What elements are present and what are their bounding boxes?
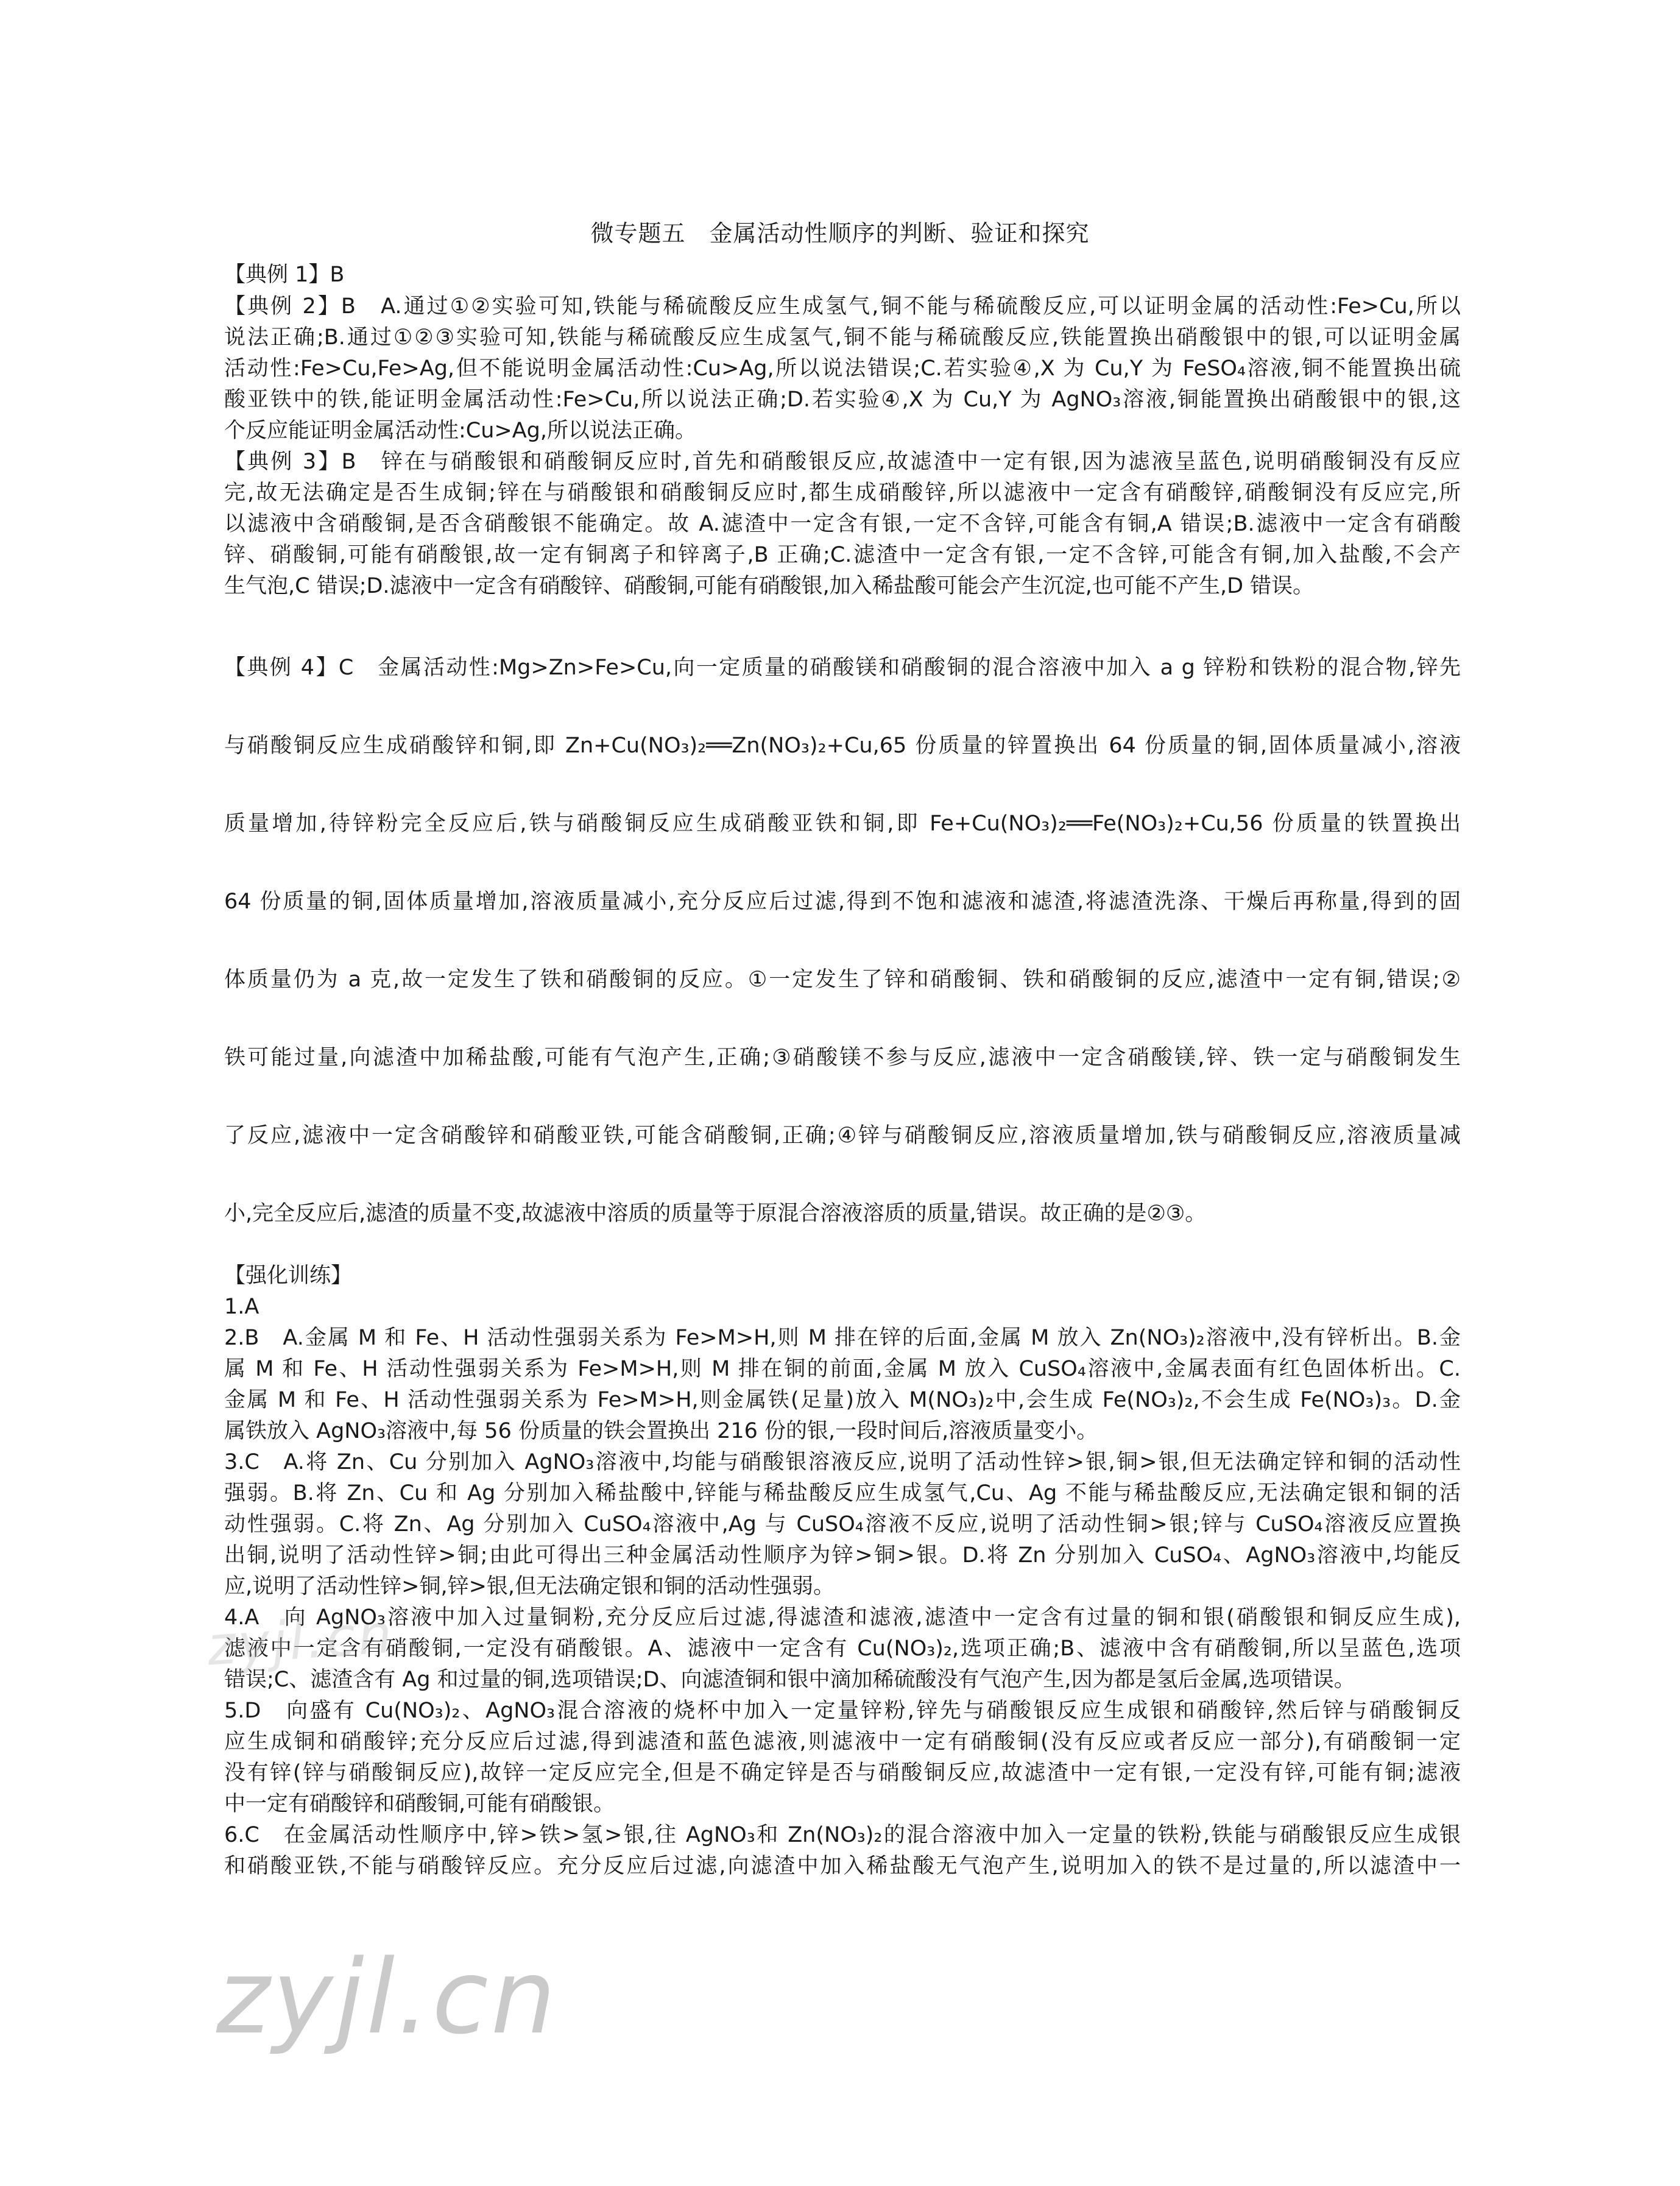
text-line: 体质量仍为 a 克,故一定发生了铁和硝酸铜的反应。①一定发生了锌和硝酸铜、铁和硝酸铜的反应,滤渣中一定有铜,错误;② [224,967,1461,992]
text-line: 活动性:Fe>Cu,Fe>Ag,但不能说明金属活动性:Cu>Ag,所以说法错误;C.若实验④,X 为 Cu,Y 为 FeSO₄溶液,铜不能置换出硫 [224,356,1461,381]
text-line: 以滤液中含硝酸铜,是否含硝酸银不能确定。故 A.滤渣中一定含有银,一定不含锌,可能含有铜,A 错误;B.滤液中一定含有硝酸 [224,512,1461,536]
watermark-large: zyjl.cn [216,1937,559,2057]
text-line: 动性强弱。C.将 Zn、Ag 分别加入 CuSO₄溶液中,Ag 与 CuSO₄溶液不反应,说明了活动性铜>银;锌与 CuSO₄溶液反应置换 [224,1512,1461,1537]
text-line: 金属 M 和 Fe、H 活动性强弱关系为 Fe>M>H,则金属铁(足量)放入 M(NO₃)₂中,会生成 Fe(NO₃)₂,不会生成 Fe(NO₃)₃。D.金 [224,1388,1461,1412]
text-line: 应,说明了活动性锌>铜,锌>银,但无法确定银和铜的活动性强弱。 [224,1574,835,1599]
text-line: 属 M 和 Fe、H 活动性强弱关系为 Fe>M>H,则 M 排在铜的前面,金属 M 放入 CuSO₄溶液中,金属表面有红色固体析出。C. [224,1357,1461,1381]
text-line: 6.C 在金属活动性顺序中,锌>铁>氢>银,往 AgNO₃和 Zn(NO₃)₂的混合溶液中加入一定量的铁粉,铁能与硝酸银反应生成银 [224,1823,1461,1847]
text-line: 完,故无法确定是否生成铜;锌在与硝酸银和硝酸铜反应时,都生成硝酸锌,所以滤液中一定含有硝酸锌,硝酸铜没有反应完,所 [224,481,1461,505]
text-line: 2.B A.金属 M 和 Fe、H 活动性强弱关系为 Fe>M>H,则 M 排在锌的后面,金属 M 放入 Zn(NO₃)₂溶液中,没有锌析出。B.金 [224,1326,1461,1350]
text-line: 【典例 1】B [224,263,345,287]
text-line: 强弱。B.将 Zn、Cu 和 Ag 分别加入稀盐酸中,锌能与稀盐酸反应生成氢气,Cu、Ag 不能与稀盐酸反应,无法确定银和铜的活 [224,1481,1461,1505]
text-line: 3.C A.将 Zn、Cu 分别加入 AgNO₃溶液中,均能与硝酸银溶液反应,说明了活动性锌>银,铜>银,但无法确定锌和铜的活动性 [224,1450,1461,1474]
text-line: 【典例 3】B 锌在与硝酸银和硝酸铜反应时,首先和硝酸银反应,故滤渣中一定有银,因为滤液呈蓝色,说明硝酸铜没有反应 [224,450,1461,474]
text-line: 小,完全反应后,滤渣的质量不变,故滤液中溶质的质量等于原混合溶液溶质的质量,错误。故正确的是②③。 [224,1201,1207,1226]
text-line: 1.A [224,1295,259,1319]
text-line: 说法正确;B.通过①②③实验可知,铁能与稀硫酸反应生成氢气,铜不能与稀硫酸反应,铁能置换出硝酸银中的银,可以证明金属 [224,325,1461,350]
text-line: 【典例 2】B A.通过①②实验可知,铁能与稀硫酸反应生成氢气,铜不能与稀硫酸反应,可以证明金属的活动性:Fe>Cu,所以 [224,294,1461,319]
text-line: 了反应,滤液中一定含硝酸锌和硝酸亚铁,可能含硝酸铜,正确;④锌与硝酸铜反应,溶液质量增加,铁与硝酸铜反应,溶液质量减 [224,1123,1461,1148]
text-line: 4.A 向 AgNO₃溶液中加入过量铜粉,充分反应后过滤,得滤渣和滤液,滤渣中一定含有过量的铜和银(硝酸银和铜反应生成), [224,1605,1461,1630]
text-line: 质量增加,待锌粉完全反应后,铁与硝酸铜反应生成硝酸亚铁和铜,即 Fe+Cu(NO₃)₂══Fe(NO₃)₂+Cu,56 份质量的铁置换出 [224,812,1461,836]
text-line: 出铜,说明了活动性锌>铜;由此可得出三种金属活动性顺序为锌>铜>银。D.将 Zn 分别加入 CuSO₄、AgNO₃溶液中,均能反 [224,1543,1461,1568]
text-line: 5.D 向盛有 Cu(NO₃)₂、AgNO₃混合溶液的烧杯中加入一定量锌粉,锌先与硝酸银反应生成银和硝酸锌,然后锌与硝酸铜反 [224,1699,1461,1723]
text-line: 中一定有硝酸锌和硝酸铜,可能有硝酸银。 [224,1792,615,1816]
text-line: 【典例 4】C 金属活动性:Mg>Zn>Fe>Cu,向一定质量的硝酸镁和硝酸铜的混合溶液中加入 a g 锌粉和铁粉的混合物,锌先 [224,656,1461,680]
text-line: 64 份质量的铜,固体质量增加,溶液质量减小,充分反应后过滤,得到不饱和滤液和滤渣,将滤渣洗涤、干燥后再称量,得到的固 [224,890,1461,914]
text-line: 锌、硝酸铜,可能有硝酸银,故一定有铜离子和锌离子,B 正确;C.滤渣中一定含有银,一定不含锌,可能含有铜,加入盐酸,不会产 [224,543,1461,567]
text-line: 错误;C、滤渣含有 Ag 和过量的铜,选项错误;D、向滤渣铜和银中滴加稀硫酸没有气泡产生,因为都是氢后金属,选项错误。 [224,1668,1355,1692]
text-line: 酸亚铁中的铁,能证明金属活动性:Fe>Cu,所以说法正确;D.若实验④,X 为 Cu,Y 为 AgNO₃溶液,铜能置换出硝酸银中的银,这 [224,387,1461,412]
text-line: 没有锌(锌与硝酸铜反应),故锌一定反应完全,但是不确定锌是否与硝酸铜反应,故滤渣中一定有银,一定没有锌,可能有铜;滤液 [224,1761,1461,1785]
text-line: 与硝酸铜反应生成硝酸锌和铜,即 Zn+Cu(NO₃)₂══Zn(NO₃)₂+Cu,65 份质量的锌置换出 64 份质量的铜,固体质量减小,溶液 [224,734,1461,758]
text-line: 铁可能过量,向滤渣中加稀盐酸,可能有气泡产生,正确;③硝酸镁不参与反应,滤液中一定含硝酸镁,锌、铁一定与硝酸铜发生 [224,1045,1461,1070]
page-title: 微专题五 金属活动性顺序的判断、验证和探究 [590,220,1090,247]
text-line: 滤液中一定含有硝酸铜,一定没有硝酸银。A、滤液中一定含有 Cu(NO₃)₂,选项正确;B、滤液中含有硝酸铜,所以呈蓝色,选项 [224,1636,1461,1661]
text-line: 应生成铜和硝酸锌;充分反应后过滤,得到滤渣和蓝色滤液,则滤液中一定有硝酸铜(没有反应或者反应一部分),有硝酸铜一定 [224,1730,1461,1754]
watermark-small: zyjl.cn [205,1602,397,1678]
text-line: 个反应能证明金属活动性:Cu>Ag,所以说法正确。 [224,419,697,443]
text-line: 生气泡,C 错误;D.滤液中一定含有硝酸锌、硝酸铜,可能有硝酸银,加入稀盐酸可能会产生沉淀,也可能不产生,D 错误。 [224,574,1315,598]
text-line: 和硝酸亚铁,不能与硝酸锌反应。充分反应后过滤,向滤渣中加入稀盐酸无气泡产生,说明加入的铁不是过量的,所以滤渣中一 [224,1854,1461,1878]
text-line: 【强化训练】 [224,1264,353,1288]
text-line: 属铁放入 AgNO₃溶液中,每 56 份质量的铁会置换出 216 份的银,一段时间后,溶液质量变小。 [224,1419,1098,1443]
